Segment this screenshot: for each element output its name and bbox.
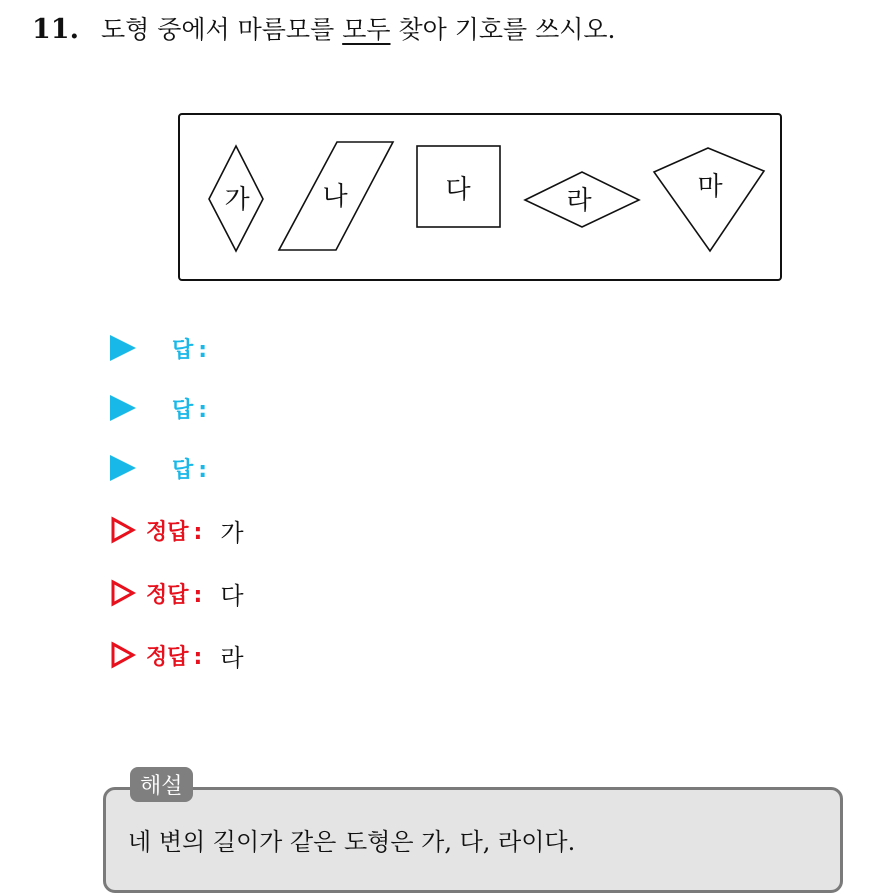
outline-triangle-icon xyxy=(110,516,136,544)
correct-answer-label-text: 정답 xyxy=(146,519,189,545)
answer-blank-row xyxy=(110,331,207,365)
correct-answer-label: 정답 : xyxy=(146,519,203,545)
shape-da xyxy=(417,146,500,227)
solid-triangle-icon xyxy=(110,395,136,421)
answer-label-text: 답 xyxy=(172,337,194,363)
answer-label-text: 답 xyxy=(172,397,194,423)
shape-ma xyxy=(654,148,764,251)
answer-label: 답 : xyxy=(172,397,208,423)
answer-label: 답 : xyxy=(172,457,208,483)
question-number: 11. xyxy=(32,14,79,45)
question-text-after: 찾아 기호를 쓰시오. xyxy=(398,15,616,44)
correct-answer-row xyxy=(110,638,244,672)
answer-label-text: 답 xyxy=(172,457,194,483)
shape-na xyxy=(279,142,393,250)
shape-label-da: 다 xyxy=(445,175,471,205)
explanation-tag: 해설 xyxy=(130,767,193,802)
shape-ga xyxy=(209,146,263,251)
solid-triangle-icon xyxy=(110,455,136,481)
correct-answer-value: 가 xyxy=(220,518,244,547)
correct-answer-label: 정답 : xyxy=(146,644,203,670)
question-text xyxy=(101,10,616,46)
correct-answer-row xyxy=(110,576,244,610)
explanation-text: 네 변의 길이가 같은 도형은 가, 다, 라이다. xyxy=(128,828,576,856)
correct-answer-row xyxy=(110,513,244,547)
correct-answer-value: 다 xyxy=(220,581,244,610)
shape-label-ga: 가 xyxy=(224,185,250,215)
answer-label: 답 : xyxy=(172,337,208,363)
shapes-figure-box xyxy=(178,113,782,281)
answer-blank-row xyxy=(110,391,207,425)
correct-answer-label-text: 정답 xyxy=(146,644,189,670)
shape-ra xyxy=(525,172,639,227)
outline-triangle-icon xyxy=(110,641,136,669)
question-text-before: 도형 중에서 마름모를 xyxy=(100,15,335,44)
shape-label-ma: 마 xyxy=(697,172,723,202)
shapes-figure xyxy=(180,115,780,279)
question xyxy=(32,10,616,46)
solid-triangle-icon xyxy=(110,335,136,361)
outline-triangle-icon xyxy=(110,579,136,607)
shape-label-na: 나 xyxy=(322,182,348,212)
correct-answer-label-text: 정답 xyxy=(146,582,189,608)
question-emphasis: 모두 xyxy=(342,15,391,44)
shape-label-ra: 라 xyxy=(566,186,592,216)
correct-answer-value: 라 xyxy=(220,643,244,672)
answer-blank-row xyxy=(110,451,207,485)
correct-answer-label: 정답 : xyxy=(146,582,203,608)
